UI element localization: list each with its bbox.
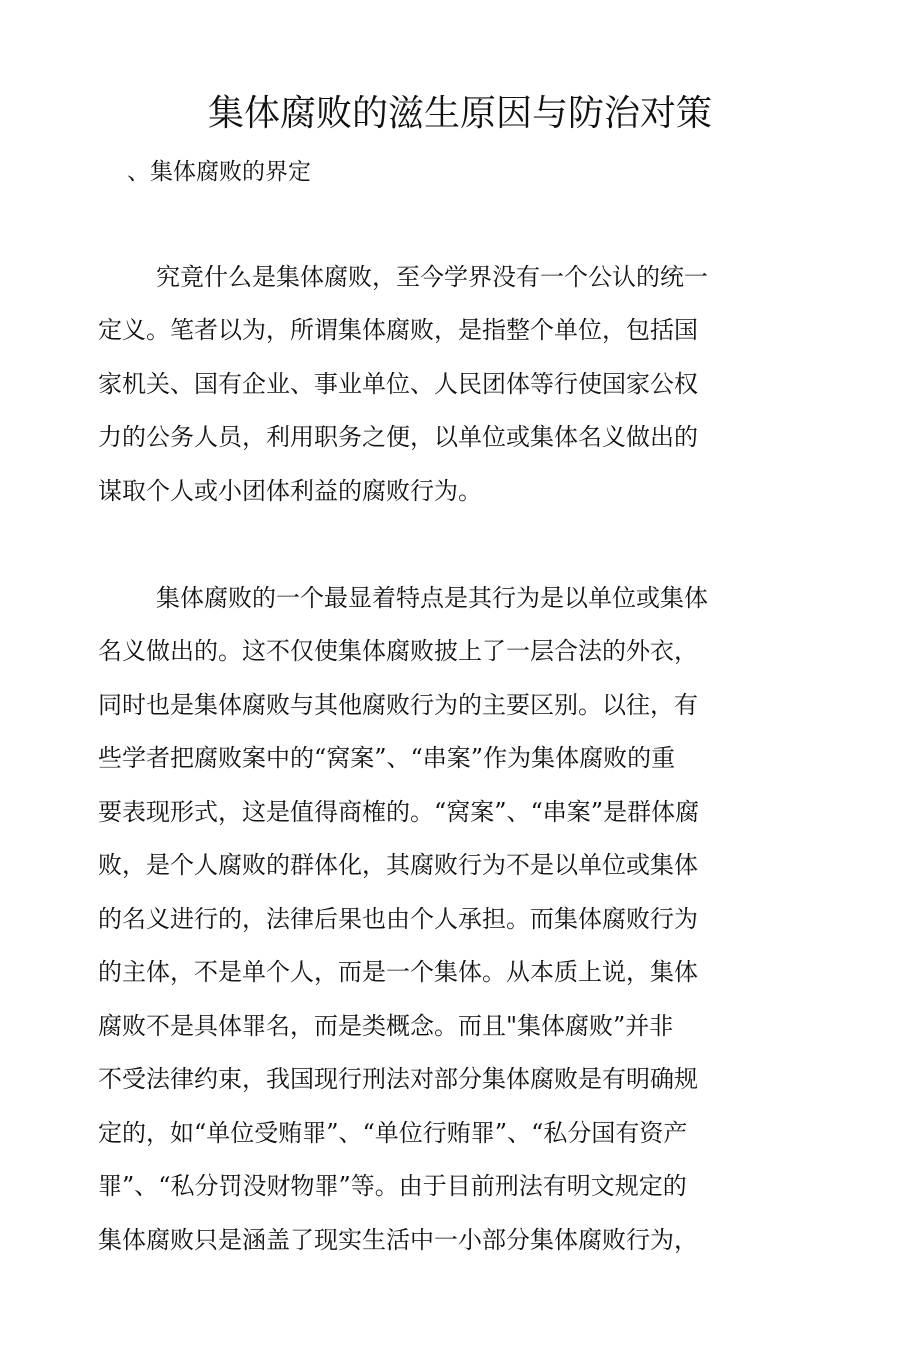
paragraph-line: 同时也是集体腐败与其他腐败行为的主要区别。以往，有 (98, 691, 698, 719)
section-heading: 、集体腐败的界定 (127, 159, 311, 185)
paragraph-line: 败，是个人腐败的群体化，其腐败行为不是以单位或集体 (98, 851, 698, 879)
paragraph-line: 究竟什么是集体腐败，至今学界没有一个公认的统一 (156, 263, 708, 291)
paragraph-line: 力的公务人员，利用职务之便，以单位或集体名义做出的 (98, 423, 698, 451)
paragraph-line: 罪”、“私分罚没财物罪”等。由于目前刑法有明文规定的 (98, 1172, 687, 1200)
paragraph-line: 家机关、国有企业、事业单位、人民团体等行使国家公权 (98, 370, 698, 398)
document-title: 集体腐败的滋生原因与防治对策 (207, 93, 712, 134)
paragraph-line: 腐败不是具体罪名，而是类概念。而且"集体腐败”并非 (98, 1012, 674, 1040)
paragraph-line: 要表现形式，这是值得商榷的。“窝案”、“串案”是群体腐 (98, 798, 700, 826)
paragraph-line: 的主体，不是单个人，而是一个集体。从本质上说，集体 (98, 958, 698, 986)
paragraph-line: 集体腐败的一个最显着特点是其行为是以单位或集体 (156, 584, 708, 612)
paragraph-line: 的名义进行的，法律后果也由个人承担。而集体腐败行为 (98, 905, 698, 933)
paragraph-line: 名义做出的。这不仅使集体腐败披上了一层合法的外衣， (98, 637, 698, 665)
paragraph-line: 些学者把腐败案中的“窝案”、“串案”作为集体腐败的重 (98, 744, 676, 772)
paragraph-line: 集体腐败只是涵盖了现实生活中一小部分集体腐败行为， (98, 1226, 698, 1254)
paragraph-line: 不受法律约束，我国现行刑法对部分集体腐败是有明确规 (98, 1065, 698, 1093)
paragraph-line: 定义。笔者以为，所谓集体腐败，是指整个单位，包括国 (98, 316, 698, 344)
paragraph-line: 定的，如“单位受贿罪”、“单位行贿罪”、“私分国有资产 (98, 1119, 688, 1147)
paragraph-line: 谋取个人或小团体利益的腐败行为。 (98, 477, 482, 505)
